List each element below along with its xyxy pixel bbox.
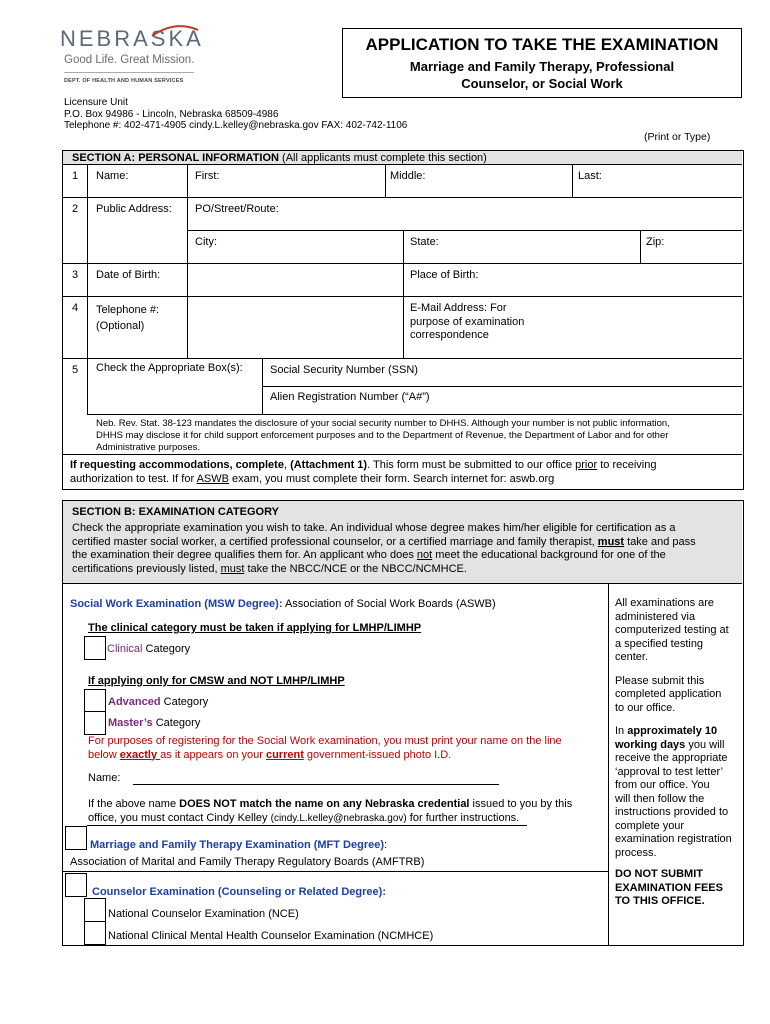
- name-label: Name:: [96, 170, 129, 182]
- nce-checkbox[interactable]: [84, 898, 106, 922]
- advanced-option: Advanced Category: [108, 696, 209, 708]
- counselor-heading: Counselor Examination (Counseling or Related Degree):: [92, 886, 386, 898]
- mft-heading: Marriage and Family Therapy Examination (MFT Degree):: [90, 839, 388, 851]
- birthplace-field[interactable]: Place of Birth:: [410, 269, 479, 281]
- print-note: (Print or Type): [644, 131, 711, 143]
- logo-swoosh-icon: [150, 24, 200, 38]
- city-field[interactable]: City:: [195, 236, 217, 248]
- logo-divider: [64, 72, 194, 73]
- clinical-note: The clinical category must be taken if applying for LMHP/LIMHP: [88, 622, 422, 634]
- logo-dept: DEPT. OF HEALTH AND HUMAN SERVICES: [64, 78, 184, 84]
- form-title: APPLICATION TO TAKE THE EXAMINATION: [365, 35, 719, 54]
- first-name-field[interactable]: First:: [195, 170, 220, 182]
- ncmhce-checkbox[interactable]: [84, 921, 106, 945]
- mft-board: Association of Marital and Family Therapy Regulatory Boards (AMFTRB): [70, 856, 425, 868]
- logo-tagline: Good Life. Great Mission.: [64, 54, 195, 66]
- row-number: 2: [72, 203, 79, 215]
- ssn-option[interactable]: Social Security Number (SSN): [270, 364, 418, 376]
- row-number: 5: [72, 364, 79, 376]
- address-line: P.O. Box 94986 - Lincoln, Nebraska 68509-4986: [64, 108, 279, 120]
- exam-name-label: Name:: [88, 772, 121, 784]
- email-field[interactable]: E-Mail Address: For purpose of examination correspondence: [410, 302, 525, 341]
- section-b-title: SECTION B: EXAMINATION CATEGORY: [72, 506, 279, 518]
- advanced-checkbox[interactable]: [84, 689, 106, 713]
- alien-number-option[interactable]: Alien Registration Number (“A#”): [270, 391, 430, 403]
- counselor-checkbox[interactable]: [65, 873, 87, 897]
- zip-field[interactable]: Zip:: [646, 236, 665, 248]
- name-mismatch-note: If the above name DOES NOT match the name on any Nebraska credential issued to you by this office, you must contact Cindy Kelley (cindy.L.kelley@nebraska.gov) for further instructions.: [88, 798, 573, 824]
- cmsw-note: If applying only for CMSW and NOT LMHP/LIMHP: [88, 675, 345, 687]
- masters-checkbox[interactable]: [84, 711, 106, 735]
- telephone-label: Telephone #: (Optional): [96, 304, 159, 332]
- address-label: Public Address:: [96, 203, 172, 215]
- clinical-option: Clinical Category: [107, 643, 191, 655]
- form-subtitle-2: Counselor, or Social Work: [461, 76, 623, 91]
- nce-option: National Counselor Examination (NCE): [108, 908, 299, 920]
- section-a-title: SECTION A: PERSONAL INFORMATION (All applicants must complete this section): [72, 152, 487, 164]
- address-line: Licensure Unit: [64, 97, 128, 108]
- masters-option: Master’s Category: [108, 717, 201, 729]
- divider: [87, 825, 527, 826]
- state-field[interactable]: State:: [410, 236, 439, 248]
- mft-checkbox[interactable]: [65, 826, 87, 850]
- row-number: 1: [72, 170, 79, 182]
- last-name-field[interactable]: Last:: [578, 170, 602, 182]
- section-b-intro: Check the appropriate examination you wish to take. An individual whose degree makes him/her eligible for certification as a certified master social worker, a certified professional counselor, or a certified marriage and family therapist, must take and pass the examination their degree qualifies them for. An applicant who does not meet the educational background for one of the certifications previously listed, must take the NBCC/NCE or the NBCC/NCMHCE.: [72, 522, 696, 575]
- title-box: [342, 28, 742, 98]
- ncmhce-option: National Clinical Mental Health Counselor Examination (NCMHCE): [108, 930, 434, 942]
- form-subtitle-1: Marriage and Family Therapy, Professional: [409, 59, 675, 74]
- dob-label: Date of Birth:: [96, 269, 161, 281]
- clinical-checkbox[interactable]: [84, 636, 106, 660]
- address-line: Telephone #: 402-471-4905 cindy.L.kelley@nebraska.gov FAX: 402-742-1106: [64, 120, 408, 131]
- contact-address: [64, 97, 407, 132]
- logo-wordmark: NEBRASKA: [60, 26, 204, 51]
- sidebar-instructions: All examinations are administered via computerized testing at a specified testing center. Please submit this completed application to our office. In approximately 10 working days you will receive the appropriate ‘approval to test letter’ from our office. You will then follow the instructions provided to complete your examination registration process. DO NOT SUBMIT EXAMINATION FEES TO THIS OFFICE.: [615, 597, 732, 907]
- exam-name-line[interactable]: [133, 784, 499, 785]
- middle-name-field[interactable]: Middle:: [390, 170, 426, 182]
- accommodations-note: If requesting accommodations, complete, (Attachment 1). This form must be submitted to our office prior to receiving authorization to test. If for ASWB exam, you must complete their form. Search internet for: aswb.org: [70, 459, 657, 485]
- social-work-heading: Social Work Examination (MSW Degree): Association of Social Work Boards (ASWB): [70, 598, 496, 610]
- name-instructions: For purposes of registering for the Social Work examination, you must print your name on the line below exactly as it appears on your current government-issued photo I.D.: [88, 735, 562, 761]
- statute-notice: Neb. Rev. Stat. 38-123 mandates the disclosure of your social security number to DHHS. Although your number is not public information, DHHS may disclose it for child support enforcement purposes and to the Department of Revenue, the Department of Labor and for other Administrative purposes.: [96, 418, 670, 453]
- street-field[interactable]: PO/Street/Route:: [195, 203, 279, 215]
- row-number: 4: [72, 302, 79, 314]
- row-number: 3: [72, 269, 79, 281]
- checkbox-label: Check the Appropriate Box(s):: [96, 362, 243, 374]
